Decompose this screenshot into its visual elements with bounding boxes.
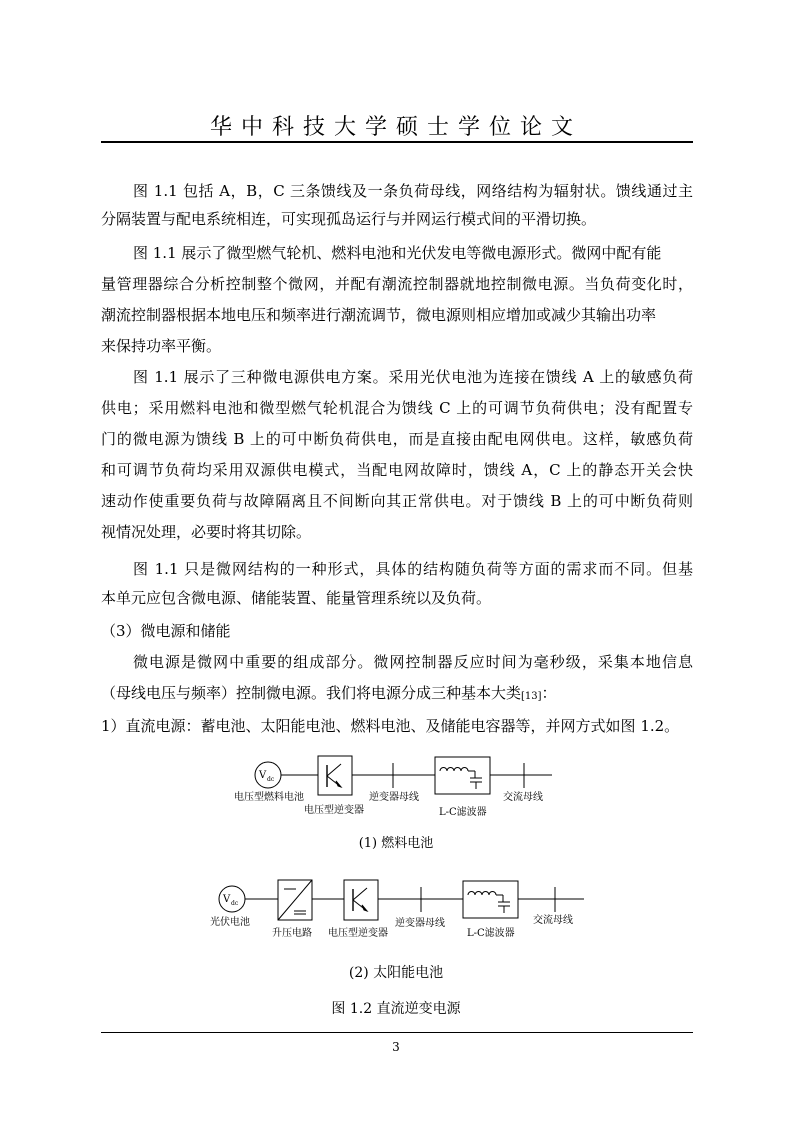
paragraph-line: 门的微电源为馈线 B 上的可中断负荷供电，而是直接由配电网供电。这样，敏感负荷 (101, 430, 693, 448)
subfigure-caption: (1) 燃料电池 (358, 836, 434, 851)
paragraph-line: 视情况处理，必要时将其切除。 (101, 523, 312, 541)
diagram-label: 升压电路 (272, 928, 312, 939)
page-number: 3 (392, 1040, 400, 1054)
paragraph-line: 供电；采用燃料电池和微型燃气轮机混合为馈线 C 上的可调节负荷供电；没有配置专 (101, 399, 693, 417)
diagram-label: 交流母线 (503, 792, 543, 803)
paragraph-line: 图 1.1 展示了微型燃气轮机、燃料电池和光伏发电等微电源形式。微网中配有能 (133, 244, 662, 262)
header-title: 华中科技大学硕士学位论文 (209, 115, 582, 140)
diagram-label: L-C滤波器 (467, 928, 515, 939)
paragraph-line: 潮流控制器根据本地电压和频率进行潮流调节，微电源则相应增加或减少其输出功率 (101, 306, 657, 324)
figure-caption: 图 1.2 直流逆变电源 (331, 1001, 461, 1017)
source-subscript: dc (231, 900, 239, 907)
diagram-label: 电压型逆变器 (328, 928, 388, 939)
diagram-label: 逆变器母线 (369, 792, 419, 803)
diagram-label: 光伏电池 (210, 917, 250, 928)
source-symbol: V (259, 770, 267, 781)
footer-rule (101, 1032, 693, 1033)
diagram-label: 逆变器母线 (395, 918, 445, 929)
paragraph-line: 微电源是微网中重要的组成部分。微网控制器反应时间为毫秒级，采集本地信息 (133, 653, 693, 671)
paragraph-text: （母线电压与频率）控制微电源。我们将电源分成三种基本大类 (101, 684, 522, 702)
diagram-label: 电压型逆变器 (304, 805, 364, 816)
paragraph-line: 和可调节负荷均采用双源供电模式，当配电网故障时，馈线 A，C 上的静态开关会快 (101, 461, 693, 479)
paragraph-line: 分隔装置与配电系统相连，可实现孤岛运行与并网运行模式间的平滑切换。 (101, 210, 597, 228)
diagram-label: L-C滤波器 (439, 807, 487, 818)
paragraph-line: 量管理器综合分析控制整个微网，并配有潮流控制器就地控制微电源。当负荷变化时， (101, 275, 693, 293)
citation-ref: [13] (521, 691, 542, 702)
paragraph-text: ： (541, 684, 557, 702)
paragraph-line: 图 1.1 只是微网结构的一种形式，具体的结构随负荷等方面的需求而不同。但基 (133, 560, 693, 578)
source-symbol: V (223, 894, 231, 905)
source-subscript: dc (267, 776, 275, 783)
paragraph-line: 本单元应包含微电源、储能装置、能量管理系统以及负荷。 (101, 589, 492, 607)
paragraph-line: 来保持功率平衡。 (101, 337, 222, 355)
diagram-label: 交流母线 (533, 915, 573, 926)
diagram-label: 电压型燃料电池 (234, 792, 304, 803)
paragraph-line: 图 1.1 包括 A，B，C 三条馈线及一条负荷母线，网络结构为辐射状。馈线通过主 (133, 182, 693, 200)
list-item: 1）直流电源：蓄电池、太阳能电池、燃料电池、及储能电容器等，并网方式如图 1.2。 (101, 717, 680, 735)
paragraph-line: 图 1.1 展示了三种微电源供电方案。采用光伏电池为连接在馈线 A 上的敏感负荷 (133, 368, 693, 386)
paragraph-line: 速动作使重要负荷与故障隔离且不间断向其正常供电。对于馈线 B 上的可中断负荷则 (101, 492, 693, 510)
section-heading: （3）微电源和储能 (101, 622, 231, 640)
subfigure-caption: (2) 太阳能电池 (348, 965, 444, 981)
